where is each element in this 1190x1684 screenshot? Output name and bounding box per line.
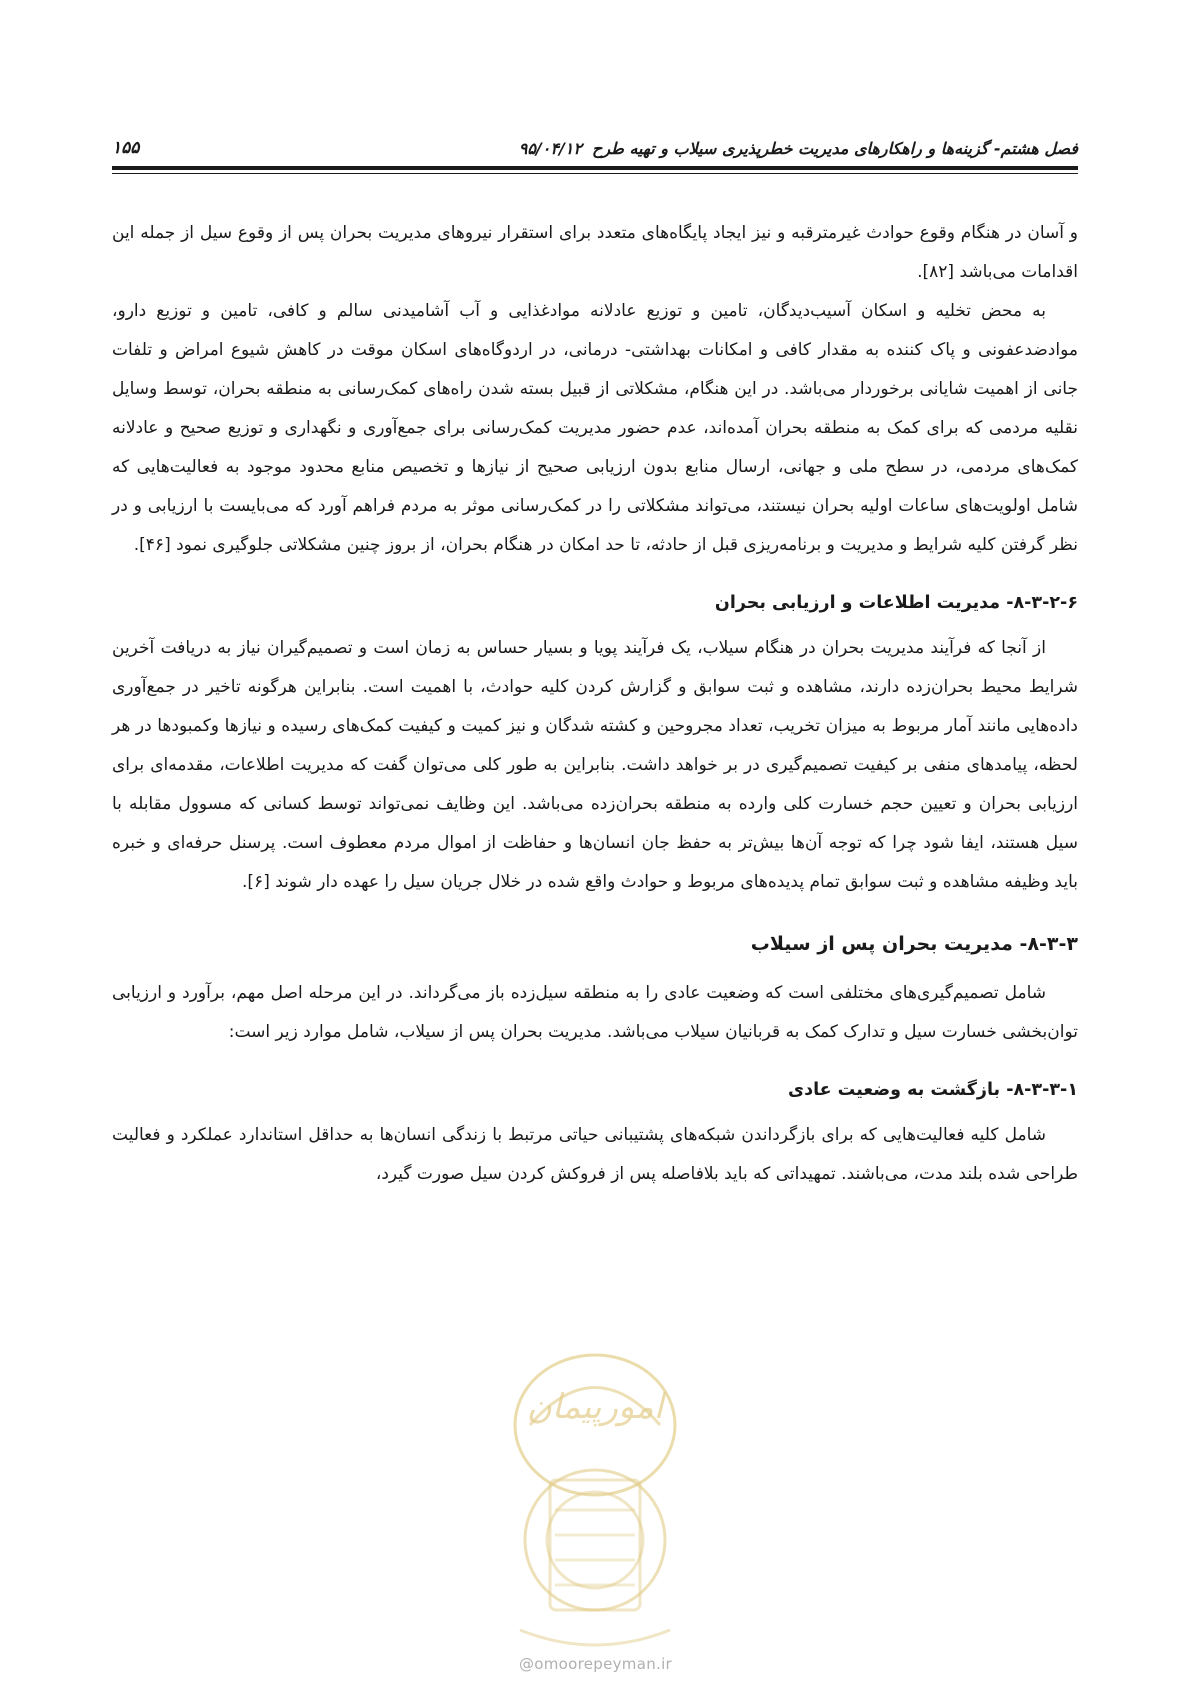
header-rule-thin	[112, 173, 1078, 174]
chapter-title	[519, 139, 1078, 158]
paragraph-2: به محض تخلیه و اسکان آسیب‌دیدگان، تامین و توزیع عادلانه موادغذایی و آب آشامیدنی سالم و کافی، تامین و توزیع دارو، موادضدعفونی و پاک کننده به مقدار کافی و امکانات بهداشتی- درمانی، در اردوگاه‌های اسکان موقت در کاهش شیوع امراض و تلفات جانی از اهمیت شایانی برخوردار می‌باشد. در این هنگام، مشکلاتی از قبیل بسته شدن راه‌های کمک‌رسانی به منطقه بحران، توسط وسایل نقلیه مردمی که برای کمک به منطقه بحران آمده‌اند، عدم حضور مدیریت کمک‌رسانی برای جمع‌آوری و نگهداری و توزیع صحیح و عادلانه کمک‌های مردمی، در سطح ملی و جهانی، ارسال منابع بدون ارزیابی صحیح از نیازها و تخصیص منابع محدود موجود به فعالیت‌هایی که شامل اولویت‌های ساعات اولیه بحران نیستند، می‌تواند مشکلاتی را در کمک‌رسانی موثر به مردم فراهم آورد که می‌بایست با ارزیابی و در نظر گرفتن کلیه شرایط و مدیریت و برنامه‌ریزی قبل از حادثه، تا حد امکان در هنگام بحران، از بروز چنین مشکلاتی جلوگیری نمود [۴۶].	[112, 301, 1078, 555]
chapter-title-text: فصل هشتم- گزینه‌ها و راهکارهای مدیریت خطرپذیری سیلاب و تهیه طرح	[591, 139, 1078, 158]
header-date: ۹۵/۰۴/۱۲	[518, 139, 582, 158]
section-heading-8-3-3-1: ۸-۳-۳-۱- بازگشت به وضعیت عادی	[788, 1080, 1078, 1100]
section-heading-8-3-2-6: ۸-۳-۲-۶- مدیریت اطلاعات و ارزیابی بحران	[714, 593, 1078, 613]
page-number: ۱۵۵	[112, 138, 140, 158]
watermark-url: @omoorepeyman.ir	[518, 1655, 673, 1673]
paragraph-3: از آنجا که فرآیند مدیریت بحران در هنگام سیلاب، یک فرآیند پویا و بسیار حساس به زمان است و تصمیم‌گیران نیاز به دریافت آخرین شرایط محیط بحران‌زده دارند، مشاهده و ثبت سوابق و گزارش کردن کلیه حوادث، با اهمیت است. بنابراین هرگونه تاخیر در جمع‌آوری داده‌هایی مانند آمار مربوط به میزان تخریب، تعداد مجروحین و کشته شدگان و نیز کمیت و کیفیت کمک‌های رسیده و نیازها وکمبودها در هر لحظه، پیامدهای منفی بر کیفیت تصمیم‌گیری در بر خواهد داشت. بنابراین به طور کلی می‌توان گفت که مدیریت اطلاعات، مقدمه‌ای برای ارزیابی بحران و تعیین حجم خسارت کلی وارده به منطقه بحران‌زده می‌باشد. این وظایف نمی‌تواند توسط کسانی که مسوول مقابله با سیل هستند، ایفا شود چرا که توجه آن‌ها بیش‌تر به حفظ جان انسان‌ها و حفاظت از اموال مردم معطوف است. پرسنل حرفه‌ای و خبره باید وظیفه مشاهده و ثبت سوابق تمام پدیده‌های مربوط و حوادث واقع شده در خلال جریان سیل را عهده دار شوند [۶].	[112, 638, 1078, 892]
paragraph-1: و آسان در هنگام وقوع حوادث غیرمترقبه و نیز ایجاد پایگاه‌های متعدد برای استقرار نیروهای مدیریت بحران پس از وقوع سیل از جمله این اقدامات می‌باشد [۸۲].	[112, 223, 1078, 282]
running-header	[112, 128, 1078, 158]
watermark-logo	[480, 1330, 710, 1660]
header-rule-thick	[112, 166, 1078, 170]
paragraph-5: شامل کلیه فعالیت‌هایی که برای بازگرداندن شبکه‌های پشتیبانی حیاتی مرتبط با زندگی انسان‌ها به حداقل استاندارد عملکرد و فعالیت طراحی شده بلند مدت، می‌باشند. تمهیداتی که باید بلافاصله پس از فروکش کردن سیل صورت گیرد،	[112, 1125, 1078, 1184]
watermark-logo-text: امورپیمان	[526, 1387, 664, 1427]
body-content	[112, 214, 1078, 1194]
paragraph-4: شامل تصمیم‌گیری‌های مختلفی است که وضعیت عادی را به منطقه سیل‌زده باز می‌گرداند. در این مرحله اصل مهم، برآورد و ارزیابی توان‌بخشی خسارت سیل و تدارک کمک به قربانیان سیلاب می‌باشد. مدیریت بحران پس از سیلاب، شامل موارد زیر است:	[112, 983, 1078, 1042]
section-heading-8-3-3: ۸-۳-۳- مدیریت بحران پس از سیلاب	[750, 933, 1078, 955]
